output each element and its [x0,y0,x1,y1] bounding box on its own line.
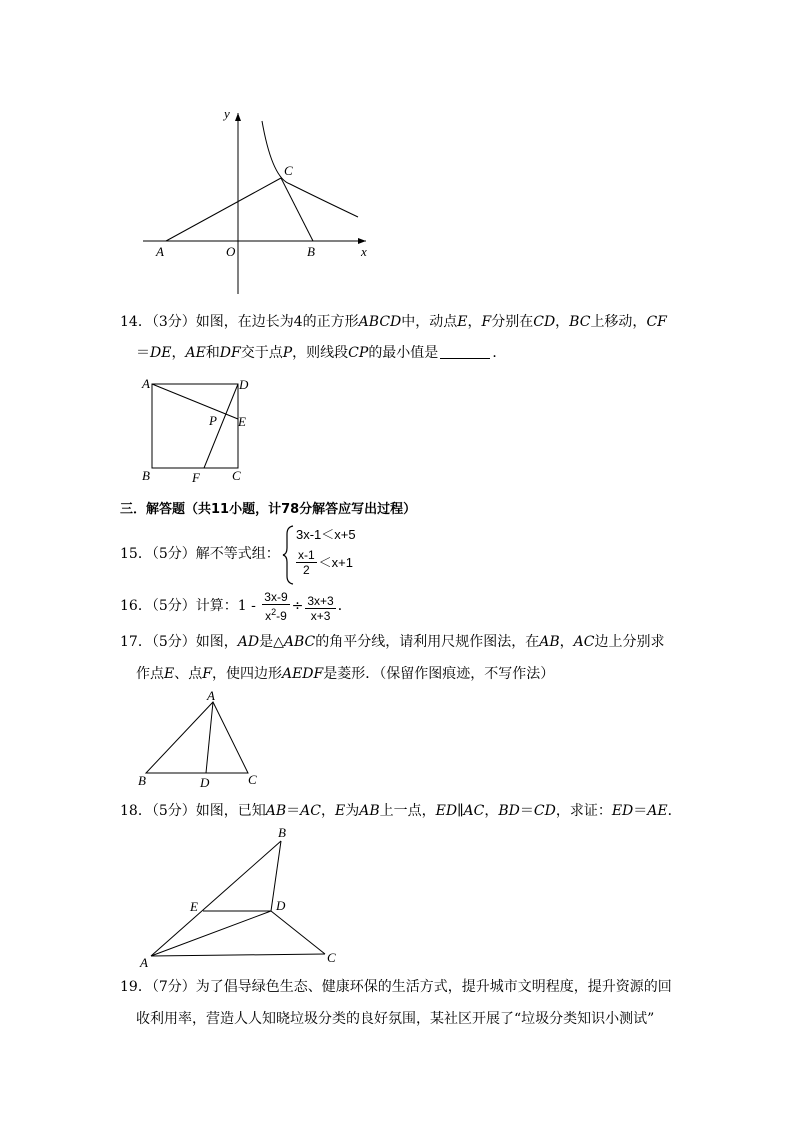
fig18-c-label: C [327,950,336,965]
q15-score: （5分） [151,546,196,562]
origin-label: O [226,244,236,259]
sq-f-label: F [192,470,200,485]
q18-number: 18． [120,803,152,819]
tri-b-label: B [138,773,146,788]
sq-e-label: E [238,414,246,429]
inequality-1: 3x-1＜x+5 [296,527,356,542]
inequality-2: $\frac{x-1}{2}$ ＜x+1 [298,548,353,577]
point-c-label: C [284,163,293,178]
sq-p-label: P [209,413,217,428]
sq-d-label: D [239,377,249,392]
section-3-heading: 三．解答题（共11小题，计78分解答应写出过程） [120,502,417,517]
question-16: 16．（5分）计算：1 - $\frac{3x-9}{x^2-9}$ ÷ $\frac{3x+3}{x+3}$ ． [120,590,352,623]
q19-line-1: 19．（7分）为了倡导绿色生态、健康环保的生活方式，提升城市文明程度，提升资源的回 [120,979,672,995]
y-axis-label: y [224,106,230,121]
point-b-label: B [307,244,315,259]
tri-c-label: C [248,772,257,787]
fig18-b-label: B [278,825,286,840]
tri-a-label: A [207,688,215,703]
fig18-d-label: D [276,898,286,913]
q15-text: 15．（5分）解不等式组： [120,546,280,562]
fig18-e-label: E [190,899,198,914]
q17-score: （5分） [151,634,196,650]
tri-d-label: D [200,775,210,790]
segment-ac [151,954,325,956]
q14-line-2: ＝DE，AE和DF交于点P，则线段CP的最小值是 ． [136,345,507,361]
sq-a-label: A [142,376,150,391]
segment-ab [151,841,281,956]
sq-b-label: B [142,468,150,483]
segment-dc [271,911,325,954]
point-a-label: A [156,244,164,259]
q18-line-1: 18．（5分）如图，已知AB＝AC，E为AB上一点，ED∥AC，BD＝CD，求证：ED＝AE． [120,803,682,819]
q14-number: 14． [120,314,152,330]
q16-score: （5分） [151,598,196,614]
q14-score: （3分） [151,314,196,330]
q19-line-2: 收利用率，营造人人知晓垃圾分类的良好氛围，某社区开展了“垃圾分类知识小测试” [136,1011,655,1027]
segment-ad [151,911,271,956]
q14-line-1: 14．（3分）如图，在边长为4的正方形ABCD中，动点E，F分别在CD，BC上移动，CF [120,314,667,330]
q17-number: 17． [120,634,152,650]
q15-number: 15． [120,546,152,562]
q19-score: （7分） [151,979,196,995]
q19-number: 19． [120,979,152,995]
q16-number: 16． [120,598,152,614]
sq-c-label: C [232,468,241,483]
x-axis-label: x [361,244,367,259]
q18-score: （5分） [151,803,196,819]
q17-line-2: 作点E、点F，使四边形AEDF是菱形．（保留作图痕迹，不写作法） [136,666,555,682]
fig18-a-label: A [140,955,148,970]
q17-line-1: 17．（5分）如图，AD是△ABC的角平分线，请利用尺规作图法，在AB，AC边上分别求 [120,634,665,650]
